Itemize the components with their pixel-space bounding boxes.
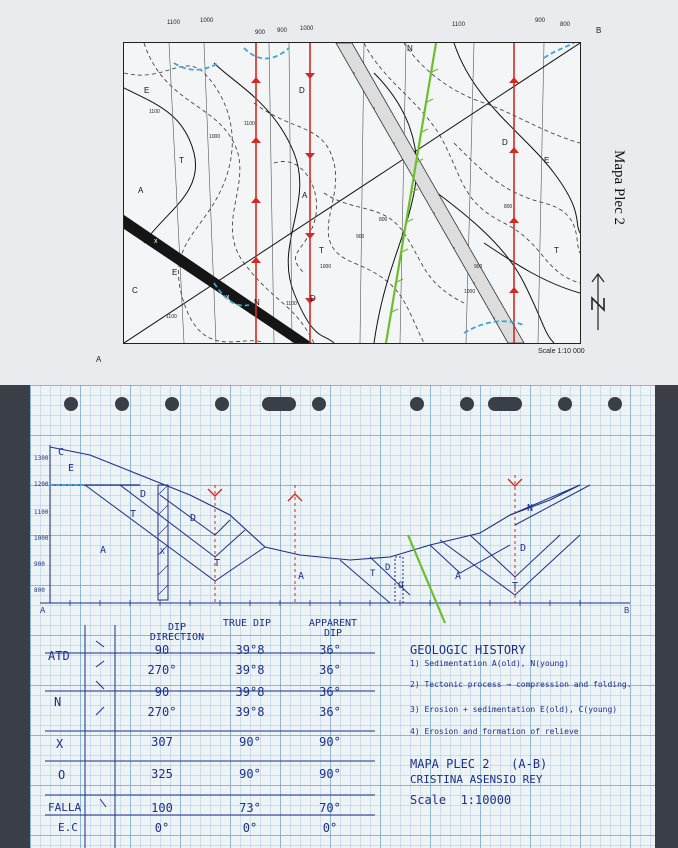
section-unit: C <box>58 447 65 458</box>
cell-true-dip: 39°8 <box>235 643 265 657</box>
cell-true-dip: 73° <box>239 801 261 815</box>
map-unit-letter: D <box>502 138 508 147</box>
cell-dip-direction: 270° <box>147 705 177 719</box>
map-unit-letter: E <box>144 86 150 95</box>
section-end-a: A <box>40 606 46 615</box>
svg-text:x: x <box>226 294 230 301</box>
map-unit-letter: N <box>407 44 413 53</box>
cell-apparent-dip: 70° <box>319 801 341 815</box>
row-label-x: X <box>56 737 64 751</box>
contour-label: 800 <box>379 217 388 223</box>
strike-label: 1100 <box>167 20 180 26</box>
section-line-ab <box>124 43 580 343</box>
signature-scale: Scale 1:10000 <box>410 793 512 807</box>
cell-dip-direction: 307 <box>151 735 173 749</box>
section-corner-a: A <box>96 355 102 364</box>
contour-label: 900 <box>474 264 483 270</box>
elevation-label: 1000 <box>34 535 49 542</box>
cell-apparent-dip: 36° <box>319 705 341 719</box>
north-arrow-icon <box>588 272 608 334</box>
svg-text:x: x <box>154 238 158 245</box>
fold-axes <box>256 43 514 343</box>
section-unit: N <box>527 503 534 514</box>
cell-apparent-dip: 0° <box>322 821 338 835</box>
map-scale: Scale 1:10 000 <box>538 348 585 355</box>
section-unit: A <box>100 545 107 556</box>
map-unit-letter: E <box>544 156 550 165</box>
contour-label: 1000 <box>320 264 332 270</box>
section-unit: A <box>298 571 305 582</box>
section-unit: T <box>214 558 221 569</box>
row-label-n: N <box>54 695 62 709</box>
cell-apparent-dip: 90° <box>319 735 341 749</box>
strike-label: 1000 <box>300 26 314 32</box>
row-label-atd: ATD <box>48 649 70 663</box>
section-unit: D <box>140 489 147 500</box>
header-apparent-dip: APPARENT DIP <box>308 618 358 639</box>
map-unit-letter: C <box>132 286 138 295</box>
map-unit-letter: D <box>299 86 305 95</box>
map-unit-letter: T <box>554 246 559 255</box>
contour-labels <box>149 109 513 320</box>
section-unit: D <box>385 563 391 573</box>
cell-dip-direction: 270° <box>147 663 177 677</box>
history-title: GEOLOGIC HISTORY <box>410 643 526 657</box>
section-unit: X <box>160 547 165 556</box>
contour-label: 1100 <box>166 314 177 320</box>
section-unit: T <box>512 581 519 592</box>
map-unit-letter: A <box>302 191 308 200</box>
section-end-b: B <box>624 606 630 615</box>
section-unit: D <box>190 513 197 524</box>
contour-label: 900 <box>356 234 365 240</box>
map-unit-letter: D <box>310 294 316 303</box>
section-unit: A <box>455 571 462 582</box>
cell-true-dip: 90° <box>239 735 261 749</box>
row-label-falla: FALLA <box>48 801 82 814</box>
direction-arrows <box>96 641 106 807</box>
cell-apparent-dip: 36° <box>319 685 341 699</box>
cell-dip-direction: 90 <box>154 643 170 657</box>
history-item: 4) Erosion and formation of relieve <box>410 727 579 736</box>
elevation-label: 1100 <box>34 509 49 516</box>
map-unit-letter: A <box>138 186 144 195</box>
cell-true-dip: 39°8 <box>235 685 265 699</box>
header-dip-direction: DIP DIRECTION <box>149 622 205 643</box>
section-corner-b: B <box>596 26 602 35</box>
elevation-label: 1300 <box>34 455 49 462</box>
header-true-dip: TRUE DIP <box>222 618 272 629</box>
cell-dip-direction: 325 <box>151 767 173 781</box>
elevation-label: 800 <box>34 587 45 594</box>
cell-apparent-dip: 36° <box>319 643 341 657</box>
cell-dip-direction: 90 <box>154 685 170 699</box>
elevation-label: 900 <box>34 561 45 568</box>
contour-label: 800 <box>504 204 513 210</box>
cell-true-dip: 90° <box>239 767 261 781</box>
strike-label: 900 <box>255 30 266 36</box>
contour-label: 1100 <box>244 121 255 127</box>
strike-label: 1100 <box>452 22 465 28</box>
row-label-ec: E.C <box>58 821 78 834</box>
map-drawing <box>124 43 580 343</box>
strike-label: 900 <box>535 18 546 24</box>
cell-dip-direction: 0° <box>154 821 170 835</box>
map-sheet <box>0 0 678 385</box>
map-title: Mapa Plec 2 <box>611 150 627 225</box>
signature-map-name: MAPA PLEC 2 (A-B) <box>410 757 548 771</box>
dike-o <box>336 43 524 343</box>
row-label-o: O <box>58 768 66 782</box>
section-unit: O <box>398 581 404 591</box>
section-unit: D <box>520 543 527 554</box>
history-item: 3) Erosion + sedimentation E(old), C(young) <box>410 705 618 714</box>
section-unit: T <box>130 509 137 520</box>
cell-dip-direction: 100 <box>151 801 173 815</box>
strike-label: 900 <box>277 28 288 34</box>
elevation-label: 1200 <box>34 481 49 488</box>
history-item: 2) Tectonic process → compression and folding. <box>410 680 632 689</box>
geological-map <box>123 42 581 344</box>
map-unit-letter: T <box>179 156 184 165</box>
cell-apparent-dip: 90° <box>319 767 341 781</box>
cell-apparent-dip: 36° <box>319 663 341 677</box>
history-item: 1) Sedimentation A(old), N(young) <box>410 659 569 668</box>
section-unit: E <box>68 463 75 474</box>
signature-author: CRISTINA ASENSIO REY <box>410 773 543 786</box>
contour-label: 1000 <box>209 134 221 140</box>
cell-true-dip: 0° <box>242 821 258 835</box>
map-unit-letter: E <box>172 268 178 277</box>
strike-label: 800 <box>560 22 571 28</box>
contour-label: 1000 <box>464 289 476 295</box>
cell-true-dip: 39°8 <box>235 663 265 677</box>
strike-label: 1000 <box>200 18 214 24</box>
map-unit-letter: N <box>254 298 260 307</box>
section-unit: T <box>370 569 376 579</box>
cell-true-dip: 39°8 <box>235 705 265 719</box>
graph-paper-sheet <box>30 385 655 848</box>
dike-x <box>124 215 312 343</box>
map-unit-letter: T <box>319 246 324 255</box>
contour-label: 1100 <box>149 109 160 115</box>
contour-label: 1100 <box>286 301 297 307</box>
